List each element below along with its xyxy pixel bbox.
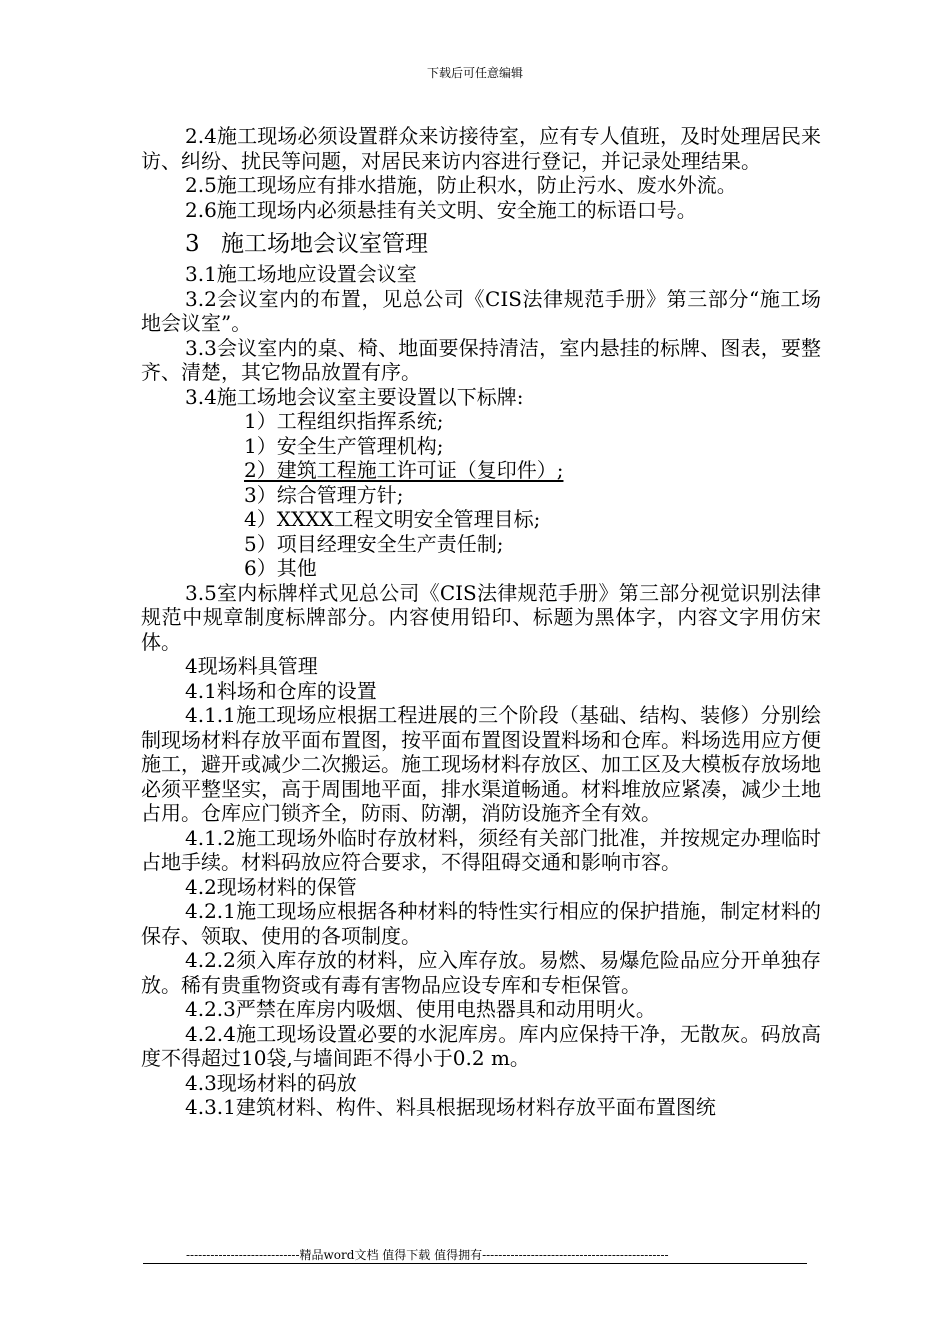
list-item: 1）工程组织指挥系统; [244, 409, 444, 433]
paragraph-4-2-1: 4.2.1施工现场应根据各种材料的特性实行相应的保护措施，制定材料的保存、领取、使用的各项制度。 [141, 899, 821, 948]
paragraph-3-5: 3.5室内标牌样式见总公司《CIS法律规范手册》第三部分视觉识别法律规范中规章制度标牌部分。内容使用铅印、标题为黑体字，内容文字用仿宋体。 [141, 580, 821, 654]
paragraph-3-1: 3.1施工场地应设置会议室 [185, 262, 417, 286]
paragraph-4-2-3: 4.2.3严禁在库房内吸烟、使用电热器具和动用明火。 [185, 997, 656, 1021]
footer-rule [143, 1263, 807, 1264]
paragraph-4-3: 4.3现场材料的码放 [185, 1070, 357, 1095]
list-item: 4）XXXX工程文明安全管理目标; [244, 507, 541, 531]
paragraph-3-4: 3.4施工场地会议室主要设置以下标牌: [185, 384, 524, 409]
paragraph-2-5: 2.5施工现场应有排水措施，防止积水，防止污水、废水外流。 [185, 173, 737, 197]
paragraph-4-2-2: 4.2.2须入库存放的材料，应入库存放。易燃、易爆危险品应分开单独存放。稀有贵重物资或有毒有害物品应设专库和专柜保管。 [141, 948, 821, 997]
paragraph-4-2: 4.2现场材料的保管 [185, 874, 357, 899]
paragraph-4-1: 4.1料场和仓库的设置 [185, 678, 377, 703]
list-item [141, 458, 821, 483]
document-body [141, 124, 821, 1120]
section-heading-3 [141, 228, 821, 260]
underlined-list-text: 2）建筑工程施工许可证（复印件）; [244, 458, 564, 482]
list-item: 5）项目经理安全生产责任制; [244, 531, 504, 556]
section-heading-title: 施工场地会议室管理 [221, 231, 428, 257]
paragraph-3-2: 3.2会议室内的布置，见总公司《CIS法律规范手册》第三部分“施工场地会议室”。 [141, 286, 821, 335]
list-item: 6）其他 [244, 556, 317, 580]
paragraph-4-3-1: 4.3.1建筑材料、构件、料具根据现场材料存放平面布置图统 [185, 1095, 716, 1119]
section-heading-number: 3 [185, 231, 200, 257]
list-item: 1）安全生产管理机构; [244, 433, 444, 458]
signboard-list [141, 409, 821, 581]
page-header: 下载后可任意编辑 [426, 66, 523, 80]
paragraph-4-1-1: 4.1.1施工现场应根据工程进展的三个阶段（基础、结构、装修）分别绘制现场材料存放平面布置图，按平面布置图设置料场和仓库。料场选用应方便施工，避开或减少二次搬运。施工现场材料存放区、加工区及大模板存放场地必须平整坚实，高于周围地平面，排水渠道畅通。材料堆放应紧凑，减少土地占用。仓库应门锁齐全，防雨、防潮，消防设施齐全有效。 [141, 703, 821, 825]
paragraph-3-3: 3.3会议室内的桌、椅、地面要保持清洁，室内悬挂的标牌、图表，要整齐、清楚，其它物品放置有序。 [141, 335, 821, 384]
paragraph-2-4: 2.4施工现场必须设置群众来访接待室，应有专人值班，及时处理居民来访、纠纷、扰民等问题，对居民来访内容进行登记，并记录处理结果。 [141, 124, 821, 173]
paragraph-4-2-4: 4.2.4施工现场设置必要的水泥库房。库内应保持干净，无散灰。码放高度不得超过10袋,与墙间距不得小于0.2 m。 [141, 1021, 821, 1070]
list-item: 3）综合管理方针; [244, 482, 404, 507]
paragraph-2-6: 2.6施工现场内必须悬挂有关文明、安全施工的标语口号。 [185, 197, 697, 222]
section-heading-4: 4现场料具管理 [185, 654, 318, 678]
page-footer: ----------------------------精品word文档 值得下载 值得拥有---------------------------------------------- [186, 1248, 669, 1262]
paragraph-4-1-2: 4.1.2施工现场外临时存放材料，须经有关部门批准，并按规定办理临时占地手续。材料码放应符合要求，不得阻碍交通和影响市容。 [141, 825, 821, 874]
